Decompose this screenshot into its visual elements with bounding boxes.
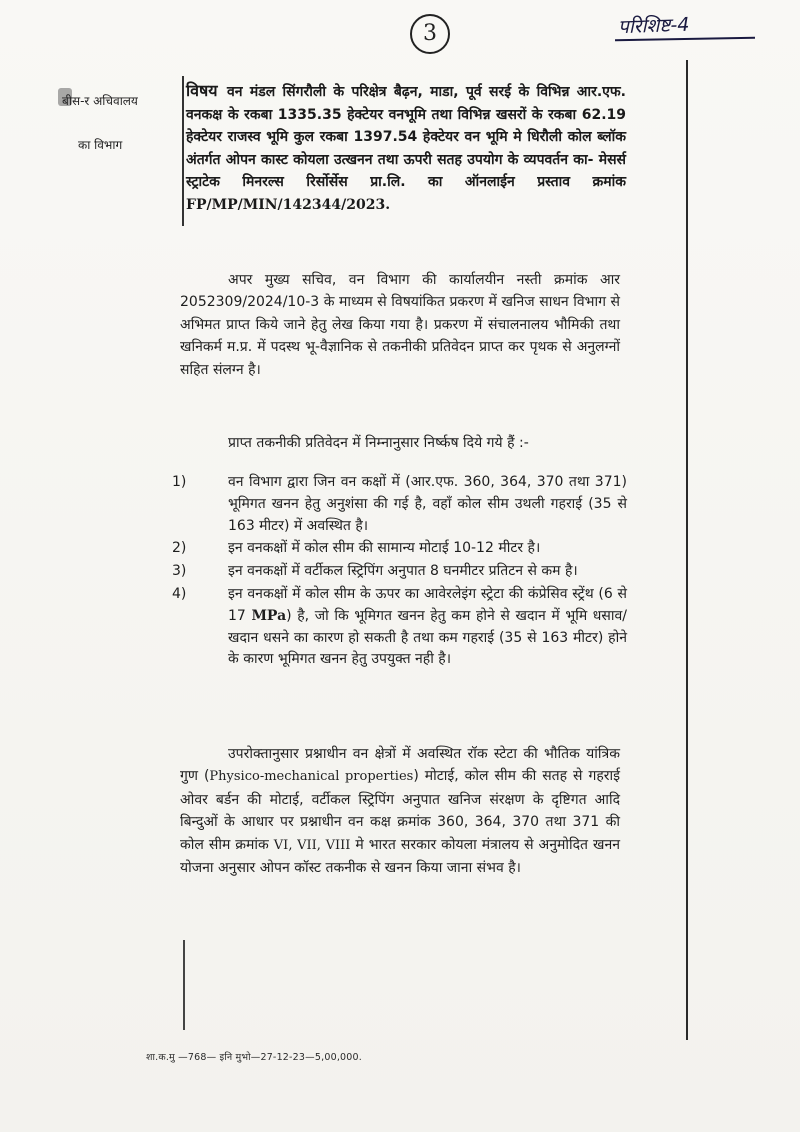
finding-unit: MPa (251, 607, 287, 624)
finding-number: 3) (172, 563, 187, 580)
margin-rule-left-lower (183, 940, 185, 1030)
print-footer: शा.क.मु —768— इनि मुभो—27-12-23—5,00,000. (146, 1052, 362, 1063)
finding-text: इन वनकक्षों में वर्टीकल स्ट्रिपिंग अनुपात 8 घनमीटर प्रतिटन से कम है। (228, 563, 578, 580)
annex-label: परिशिष्ट-4 (617, 13, 690, 39)
margin-office-name: बीस-र अचिवालय (62, 94, 138, 108)
finding-item (172, 472, 627, 537)
subject-block (186, 80, 626, 216)
page-number: 3 (410, 14, 450, 54)
conclusion-english-term: Physico-mechanical properties (209, 769, 414, 785)
finding-number: 4) (172, 585, 187, 602)
finding-number: 1) (172, 474, 187, 490)
finding-item (172, 538, 627, 560)
coal-seam-numbers: VI, VII, VIII (273, 837, 351, 853)
paragraph-conclusion (180, 743, 620, 879)
finding-item (172, 584, 627, 671)
conclusion-text-b: ) मोटाई, कोल सीम की सतह से गहराई ओवर बर्डन की मोटाई, वर्टीकल स्ट्रिपिंग अनुपात खनिज संरक्षण के दृष्टिगत आदि बिन्दुओं के आधार पर प्रश्नाधीन वन कक्ष क्रमांक 360, 364, 370 तथा 371 की कोल सीम क्रमांक (180, 768, 620, 853)
subject-label: विषय (186, 81, 218, 100)
findings-list (172, 472, 627, 672)
finding-item (172, 561, 627, 583)
conclusion-text-c: मे भारत सरकार कोयला मंत्रालय से अनुमोदित खनन योजना अनुसार ओपन कॉस्ट तकनीक से खनन किया जाना संभव है। (180, 836, 620, 877)
margin-department: का विभाग (78, 138, 123, 152)
paragraph-findings-intro (180, 432, 620, 454)
finding-number: 2) (172, 540, 187, 557)
paragraph-reference (180, 269, 620, 381)
finding-text-cont: ) है, जो कि भूमिगत खनन हेतु कम होने से खदान में भूमि धसाव/खदान धसने का कारण हो सकती है तथा कम गहराई (35 से 163 मीटर) होने के कारण भूमिगत खनन हेतु उपयुक्त नही है। (228, 607, 627, 668)
margin-rule-left (182, 76, 184, 226)
finding-text: इन वनकक्षों में कोल सीम के ऊपर का आवेरलेइंग स्ट्रेटा की कंप्रेसिव स्ट्रेंथ (6 से 17 (228, 585, 627, 624)
finding-text: इन वनकक्षों में कोल सीम की सामान्य मोटाई 10-12 मीटर है। (228, 540, 541, 557)
conclusion-text-a: उपरोक्तानुसार प्रश्नाधीन वन क्षेत्रों में अवस्थित रॉक स्टेटा की भौतिक यांत्रिक गुण ( (180, 746, 620, 785)
paragraph-reference-text: अपर मुख्य सचिव, वन विभाग की कार्यालयीन नस्ती क्रमांक आर 2052309/2024/10-3 के माध्यम से विषयांकित प्रकरण में खनिज साधन विभाग से अभिमत प्राप्त किये जाने हेतु लेख किया गया है। प्रकरण में संचालनालय भौमिकी तथा खनिकर्म म.प्र. में पदस्थ भू-वैज्ञानिक से तकनीकी प्रतिवेदन प्राप्त कर पृथक से अनुलग्नों सहित संलग्न है। (180, 272, 620, 378)
proposal-number: FP/MP/MIN/142344/2023. (186, 196, 391, 213)
margin-rule-right (686, 60, 688, 1040)
findings-intro-text: प्राप्त तकनीकी प्रतिवेदन में निम्नानुसार निर्ष्कष दिये गये हैं :- (228, 435, 529, 451)
subject-text: वन मंडल सिंगरौली के परिक्षेत्र बैढ़न, माडा, पूर्व सरई के विभिन्न आर.एफ. वनकक्ष के रकबा 1335.35 हेक्टेयर वनभूमि तथा विभिन्न खसरों के रकबा 62.19 हेक्टेयर राजस्व भूमि कुल रकबा 1397.54 हेक्टेयर वन भूमि मे धिरौली कोल ब्लॉक अंतर्गत ओपन कास्ट कोयला उत्खनन तथा ऊपरी सतह उपयोग के व्यपवर्तन का- मेसर्स स्ट्राटेक मिनरल्स रिर्सोर्सेस प्रा.लि. का ऑनलाईन प्रस्ताव क्रमांक (186, 84, 626, 190)
finding-text: वन विभाग द्वारा जिन वन कक्षों में (आर.एफ. 360, 364, 370 तथा 371) भूमिगत खनन हेतु अनुशंसा की गई है, वहाँ कोल सीम उथली गहराई (35 से 163 मीटर) में अवस्थित है। (228, 474, 627, 534)
